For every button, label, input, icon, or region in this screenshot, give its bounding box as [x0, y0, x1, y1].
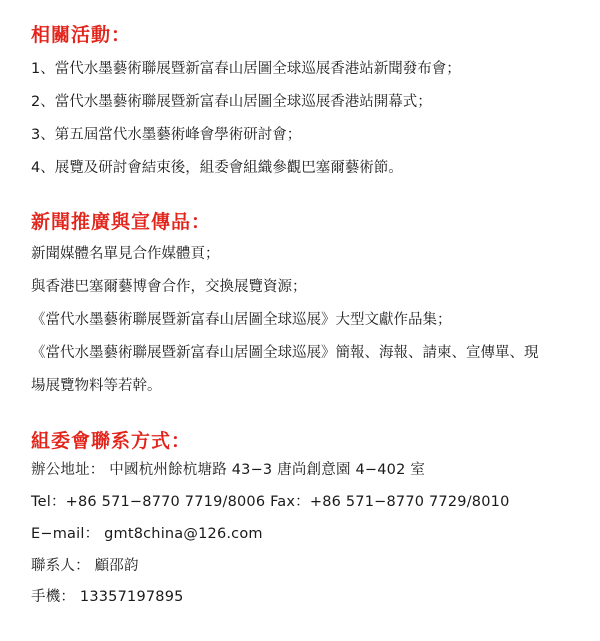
- publicity-item-5: 場展覽物料等若幹。: [31, 378, 162, 394]
- contact-heading: 組委會聯系方式：: [31, 430, 192, 452]
- contact-phone-fax: Tel：+86 571−8770 7719/8006 Fax：+86 571−8770 7729/8010: [31, 494, 510, 510]
- publicity-item-1: 新聞媒體名單見合作媒體頁；: [31, 246, 220, 262]
- contact-address: 辦公地址： 中國杭州餘杭塘路 43−3 唐尚創意園 4−402 室: [31, 462, 426, 478]
- activity-item-4: 4、展覽及研討會結束後，組委會組織參觀巴塞爾藝術節。: [31, 160, 403, 176]
- activities-heading: 相關活動：: [31, 24, 132, 46]
- publicity-heading: 新聞推廣與宣傳品：: [31, 211, 212, 233]
- activity-item-1: 1、當代水墨藝術聯展暨新富春山居圖全球巡展香港站新聞發布會；: [31, 61, 461, 77]
- activity-item-2: 2、當代水墨藝術聯展暨新富春山居圖全球巡展香港站開幕式；: [31, 94, 432, 110]
- publicity-item-4: 《當代水墨藝術聯展暨新富春山居圖全球巡展》簡報、海報、請柬、宣傳單、現: [31, 345, 539, 361]
- contact-person: 聯系人： 顧邵韵: [31, 558, 139, 574]
- activity-item-3: 3、第五屆當代水墨藝術峰會學術研討會；: [31, 127, 302, 143]
- contact-mobile: 手機： 13357197895: [31, 589, 184, 605]
- publicity-item-2: 與香港巴塞爾藝博會合作，交換展覽資源；: [31, 279, 307, 295]
- publicity-item-3: 《當代水墨藝術聯展暨新富春山居圖全球巡展》大型文獻作品集；: [31, 312, 452, 328]
- contact-email: E−mail： gmt8china@126.com: [31, 526, 263, 542]
